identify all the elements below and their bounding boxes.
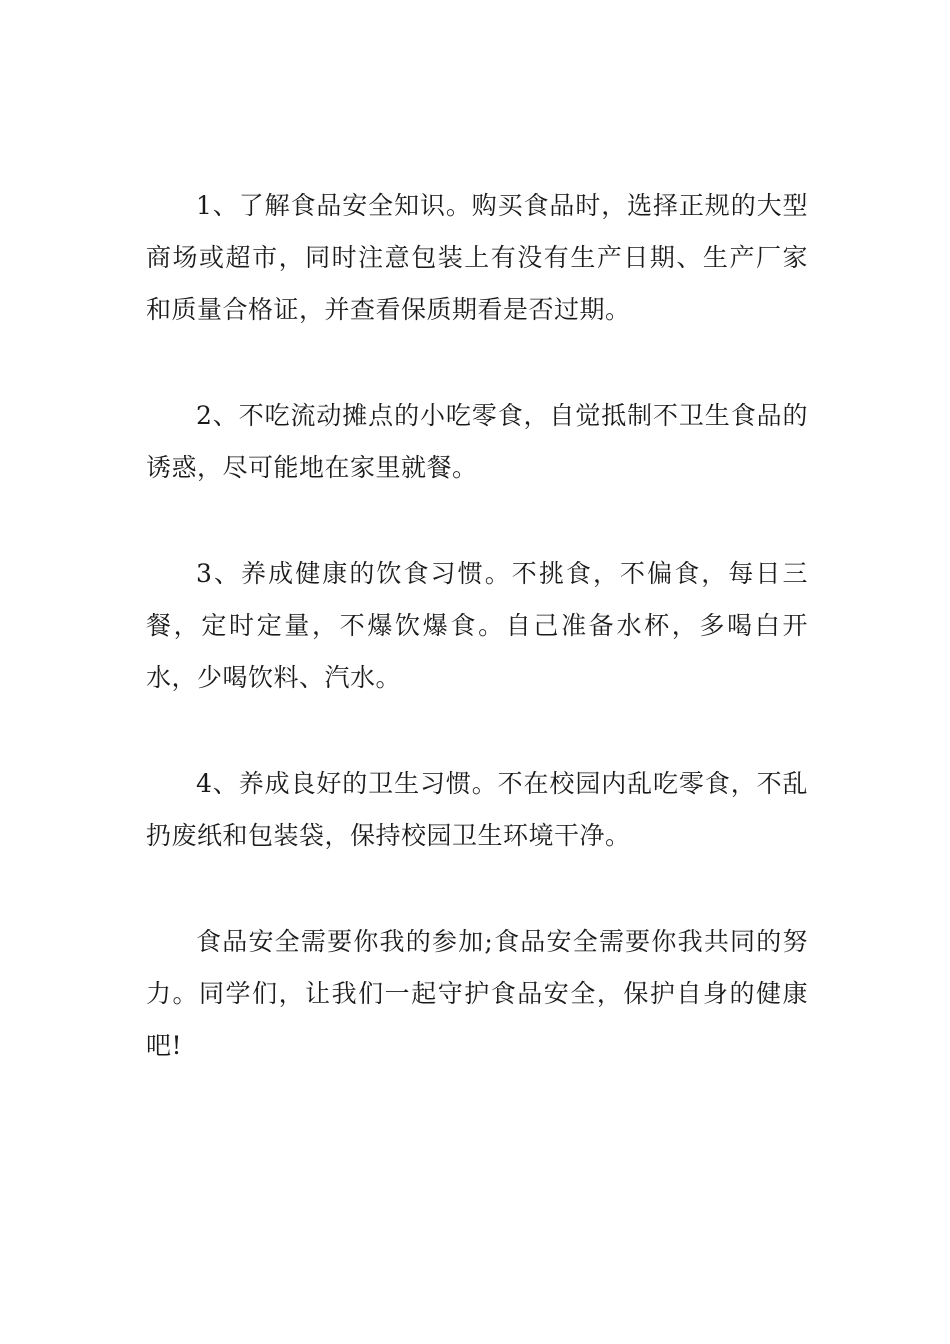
paragraph-tip-3: 3、养成健康的饮食习惯。不挑食，不偏食，每日三餐，定时定量，不爆饮爆食。自己准备水杯，多喝白开水，少喝饮料、汽水。 xyxy=(146,559,808,692)
paragraph-tip-2: 2、不吃流动摊点的小吃零食，自觉抵制不卫生食品的诱惑，尽可能地在家里就餐。 xyxy=(146,401,808,482)
paragraph-tip-1: 1、了解食品安全知识。购买食品时，选择正规的大型商场或超市，同时注意包装上有没有生产日期、生产厂家和质量合格证，并查看保质期看是否过期。 xyxy=(146,191,808,324)
paragraph-conclusion: 食品安全需要你我的参加;食品安全需要你我共同的努力。同学们，让我们一起守护食品安全，保护自身的健康吧! xyxy=(146,927,808,1060)
document-body xyxy=(146,180,808,1072)
paragraph-tip-4: 4、养成良好的卫生习惯。不在校园内乱吃零食，不乱扔废纸和包装袋，保持校园卫生环境干净。 xyxy=(146,769,808,850)
